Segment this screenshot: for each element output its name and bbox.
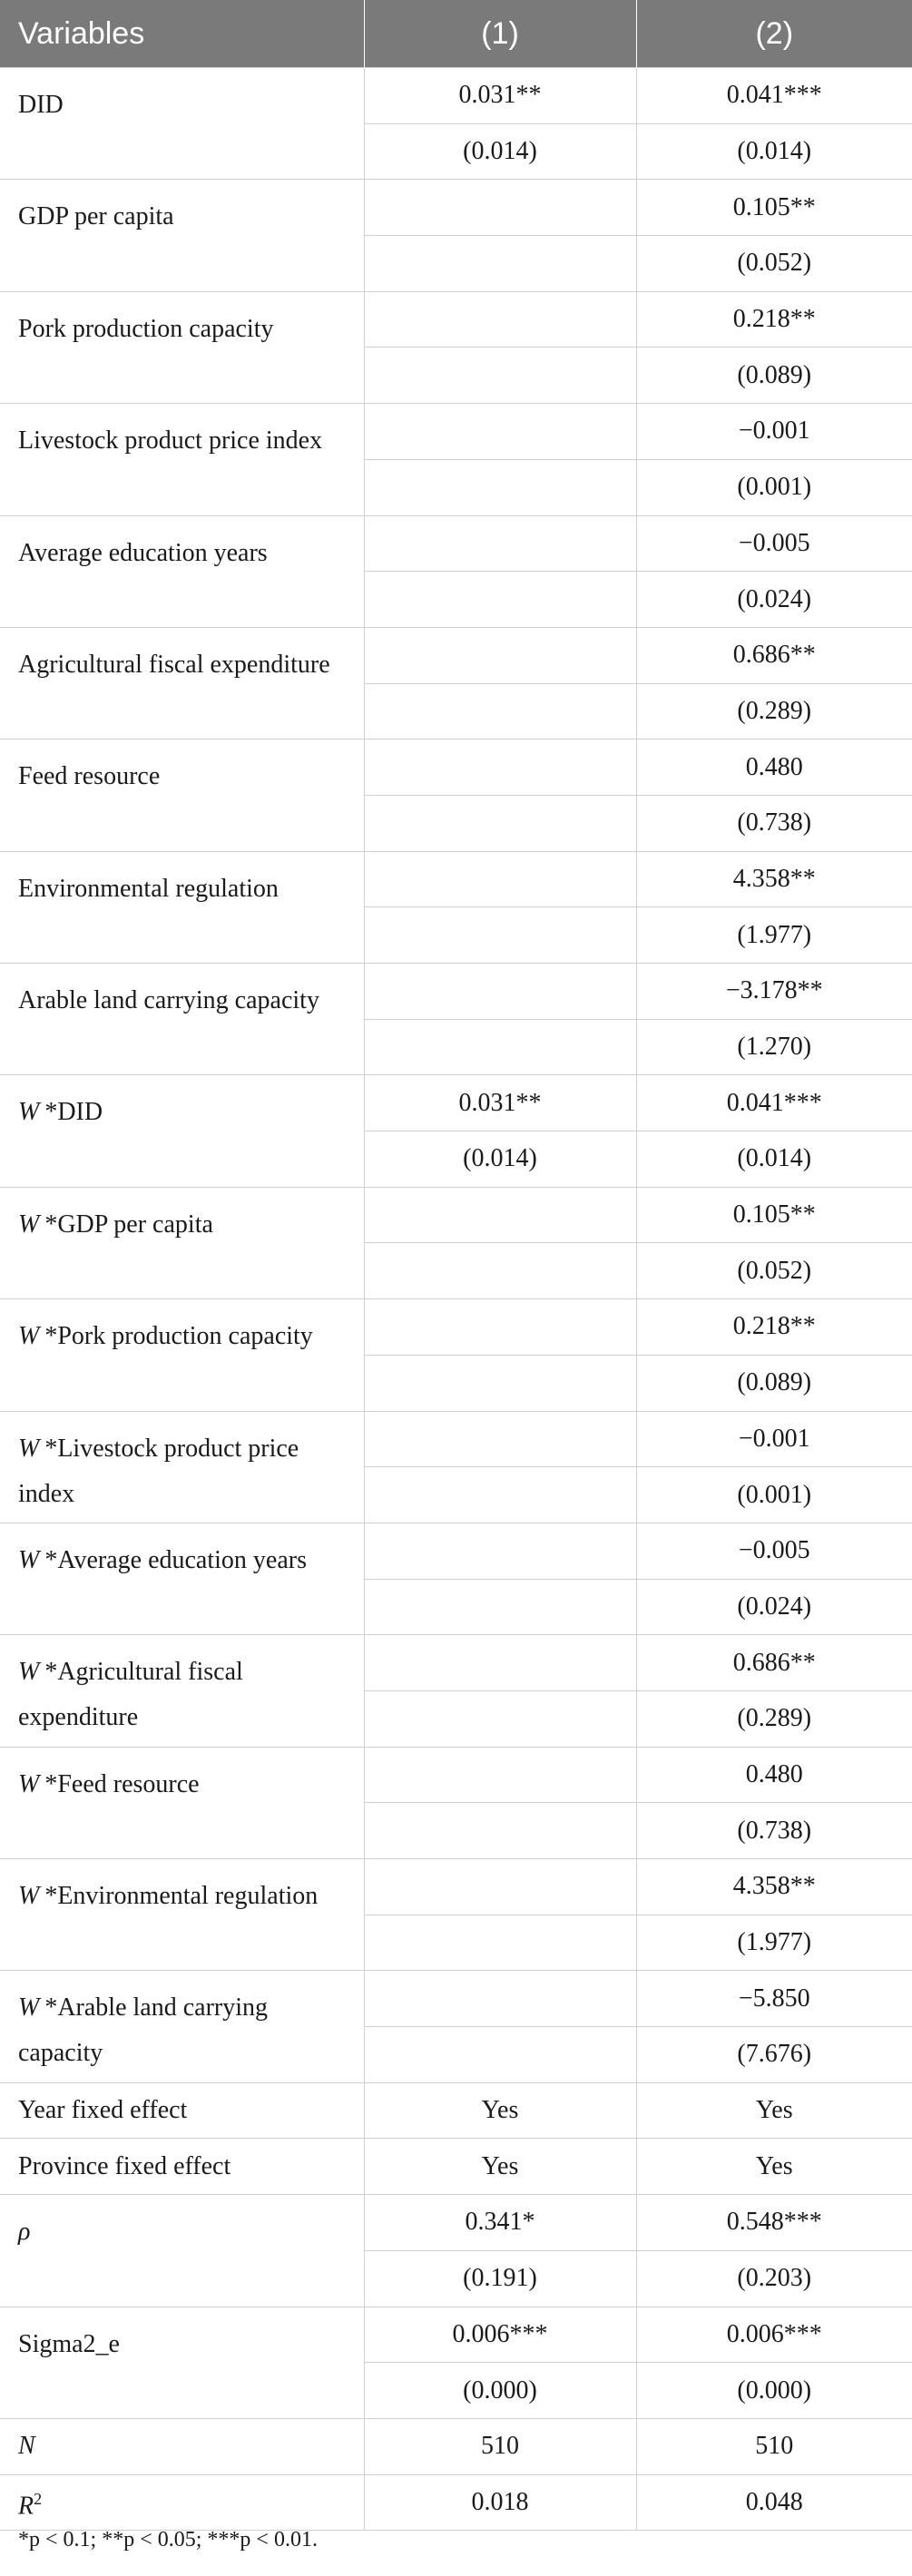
row-label — [0, 404, 364, 515]
coef-model-1 — [364, 739, 636, 796]
row-label — [0, 739, 364, 851]
table-row — [0, 1075, 912, 1131]
coef-model-1 — [364, 291, 636, 348]
coef-model-2: −0.005 — [636, 515, 912, 572]
se-model-1 — [364, 1915, 636, 1971]
coef-model-2: 510 — [636, 2418, 912, 2474]
table-row — [0, 851, 912, 907]
se-model-2: (0.024) — [636, 1579, 912, 1635]
coef-model-1 — [364, 1411, 636, 1467]
coef-model-2: −0.001 — [636, 404, 912, 460]
table-header — [0, 0, 912, 68]
row-label — [0, 851, 364, 963]
se-model-1 — [364, 907, 636, 964]
se-model-2: (1.977) — [636, 1915, 912, 1971]
se-model-1 — [364, 1355, 636, 1411]
se-model-2: (0.738) — [636, 1803, 912, 1859]
row-label: Sigma2_e — [0, 2307, 364, 2418]
row-label: Year fixed effect — [0, 2082, 364, 2139]
variable-name: *Average education years — [44, 1545, 307, 1574]
variable-name: *Pork production capacity — [44, 1322, 313, 1351]
table-row — [0, 68, 912, 124]
variable-name: Arable land carrying capacity — [18, 986, 319, 1014]
table-row-province-fe — [0, 2139, 912, 2195]
se-model-2: (0.000) — [636, 2363, 912, 2419]
spatial-weight-symbol: W — [18, 1882, 40, 1910]
se-model-1 — [364, 795, 636, 851]
table-row — [0, 964, 912, 1020]
coef-model-1: 0.031** — [364, 1075, 636, 1131]
se-model-1 — [364, 459, 636, 515]
table-row — [0, 1187, 912, 1243]
coef-model-2: 0.041*** — [636, 1075, 912, 1131]
coef-model-1 — [364, 1523, 636, 1579]
coef-model-1 — [364, 1635, 636, 1691]
table-row-n — [0, 2418, 912, 2474]
se-model-2: (1.270) — [636, 1019, 912, 1075]
coef-model-1: 510 — [364, 2418, 636, 2474]
row-label — [0, 1747, 364, 1858]
se-model-1 — [364, 1019, 636, 1075]
table-row — [0, 180, 912, 236]
se-model-2: (0.052) — [636, 236, 912, 292]
se-model-2: (0.089) — [636, 1355, 912, 1411]
se-model-2: (7.676) — [636, 2027, 912, 2083]
coef-model-2: −0.001 — [636, 1411, 912, 1467]
coef-model-1 — [364, 1299, 636, 1356]
spatial-weight-symbol: W — [18, 1098, 40, 1127]
se-model-1 — [364, 2027, 636, 2083]
coef-model-1: 0.018 — [364, 2474, 636, 2531]
coef-model-2: −0.005 — [636, 1523, 912, 1579]
spatial-weight-symbol: W — [18, 1434, 40, 1463]
r-symbol: R — [18, 2492, 34, 2521]
variable-name: Pork production capacity — [18, 314, 274, 343]
coef-model-1: Yes — [364, 2082, 636, 2139]
row-label — [0, 1859, 364, 1971]
se-model-1 — [364, 1243, 636, 1299]
se-model-1: (0.014) — [364, 1131, 636, 1188]
table-row — [0, 1859, 912, 1915]
variable-name: *Livestock product price index — [18, 1434, 299, 1508]
coef-model-2: 0.686** — [636, 627, 912, 683]
variable-name: Average education years — [18, 538, 268, 567]
coef-model-1 — [364, 851, 636, 907]
header-variables: Variables — [0, 0, 364, 68]
variable-name: *GDP per capita — [44, 1210, 213, 1239]
row-label — [0, 1411, 364, 1523]
se-model-1 — [364, 348, 636, 404]
table-row-rho — [0, 2195, 912, 2251]
se-model-2: (0.014) — [636, 1131, 912, 1188]
variable-name: Environmental regulation — [18, 874, 279, 903]
coef-model-2: 4.358** — [636, 1859, 912, 1915]
row-label — [0, 180, 364, 291]
row-label — [0, 1299, 364, 1411]
variable-name: GDP per capita — [18, 202, 174, 231]
se-model-1 — [364, 1579, 636, 1635]
variable-name: Feed resource — [18, 762, 161, 791]
table-row — [0, 404, 912, 460]
se-model-1 — [364, 236, 636, 292]
table-row — [0, 1747, 912, 1803]
table-row — [0, 1299, 912, 1356]
se-model-2: (0.738) — [636, 795, 912, 851]
variable-name: *Environmental regulation — [44, 1882, 319, 1910]
coef-model-2: 4.358** — [636, 851, 912, 907]
row-label — [0, 1971, 364, 2082]
coef-model-1 — [364, 180, 636, 236]
coef-model-2: Yes — [636, 2139, 912, 2195]
se-model-2: (0.001) — [636, 1467, 912, 1523]
se-model-1: (0.000) — [364, 2363, 636, 2419]
se-model-2: (0.001) — [636, 459, 912, 515]
se-model-2: (0.203) — [636, 2250, 912, 2307]
row-label — [0, 1635, 364, 1747]
row-label — [0, 2418, 364, 2474]
header-model-1: (1) — [364, 0, 636, 68]
table-footnote: *p < 0.1; **p < 0.05; ***p < 0.01. — [18, 2528, 318, 2552]
table-row — [0, 515, 912, 572]
variable-name: *DID — [44, 1098, 103, 1127]
table-row — [0, 291, 912, 348]
coef-model-1 — [364, 964, 636, 1020]
row-label — [0, 515, 364, 627]
variable-name: Livestock product price index — [18, 426, 323, 455]
table-row — [0, 739, 912, 796]
row-label — [0, 1187, 364, 1298]
coef-model-1 — [364, 515, 636, 572]
se-model-2: (0.052) — [636, 1243, 912, 1299]
coef-model-2: 0.548*** — [636, 2195, 912, 2251]
se-model-1 — [364, 1467, 636, 1523]
row-label — [0, 1523, 364, 1634]
se-model-1: (0.191) — [364, 2250, 636, 2307]
spatial-weight-symbol: W — [18, 1769, 40, 1798]
coef-model-2: 0.105** — [636, 1187, 912, 1243]
row-label — [0, 1075, 364, 1187]
coef-model-1 — [364, 1187, 636, 1243]
table-row — [0, 1635, 912, 1691]
row-label — [0, 627, 364, 739]
variable-name: *Feed resource — [44, 1769, 200, 1798]
coef-model-2: −3.178** — [636, 964, 912, 1020]
table-row-sigma — [0, 2307, 912, 2363]
se-model-1 — [364, 683, 636, 739]
coef-model-1 — [364, 1859, 636, 1915]
coef-model-1 — [364, 1747, 636, 1803]
rho-symbol: ρ — [18, 2218, 31, 2247]
spatial-weight-symbol: W — [18, 1210, 40, 1239]
coef-model-2: 0.048 — [636, 2474, 912, 2531]
se-model-1 — [364, 1690, 636, 1747]
spatial-weight-symbol: W — [18, 1545, 40, 1574]
coef-model-2: 0.218** — [636, 1299, 912, 1356]
se-model-1: (0.014) — [364, 123, 636, 180]
r-superscript: 2 — [34, 2489, 43, 2508]
se-model-1 — [364, 1803, 636, 1859]
table-row-year-fe — [0, 2082, 912, 2139]
coef-model-2: 0.041*** — [636, 68, 912, 124]
spatial-weight-symbol: W — [18, 1658, 40, 1687]
n-symbol: N — [18, 2432, 35, 2461]
coef-model-2: Yes — [636, 2082, 912, 2139]
spatial-weight-symbol: W — [18, 1993, 40, 2023]
coef-model-2: 0.480 — [636, 739, 912, 796]
row-label — [0, 2474, 364, 2531]
row-label — [0, 2195, 364, 2307]
se-model-2: (0.014) — [636, 123, 912, 180]
se-model-2: (0.089) — [636, 348, 912, 404]
coef-model-2: 0.480 — [636, 1747, 912, 1803]
header-model-2: (2) — [636, 0, 912, 68]
table-row — [0, 1411, 912, 1467]
row-label: Province fixed effect — [0, 2139, 364, 2195]
coef-model-1 — [364, 404, 636, 460]
coef-model-2: −5.850 — [636, 1971, 912, 2027]
table-row — [0, 1523, 912, 1579]
se-model-1 — [364, 572, 636, 628]
row-label — [0, 68, 364, 180]
variable-name: *Arable land carrying capacity — [18, 1993, 268, 2068]
coef-model-1 — [364, 627, 636, 683]
se-model-2: (0.024) — [636, 572, 912, 628]
row-label — [0, 291, 364, 403]
coef-model-1: 0.006*** — [364, 2307, 636, 2363]
spatial-weight-symbol: W — [18, 1322, 40, 1351]
coef-model-1: 0.031** — [364, 68, 636, 124]
coef-model-1 — [364, 1971, 636, 2027]
se-model-2: (0.289) — [636, 1690, 912, 1747]
table-row — [0, 627, 912, 683]
table-row — [0, 1971, 912, 2027]
se-model-2: (1.977) — [636, 907, 912, 964]
coef-model-2: 0.218** — [636, 291, 912, 348]
se-model-2: (0.289) — [636, 683, 912, 739]
variable-name: DID — [18, 91, 64, 119]
variable-name: *Agricultural fiscal expenditure — [18, 1658, 243, 1732]
row-label — [0, 964, 364, 1075]
table-row-r2 — [0, 2474, 912, 2531]
coef-model-1: Yes — [364, 2139, 636, 2195]
coef-model-1: 0.341* — [364, 2195, 636, 2251]
coef-model-2: 0.686** — [636, 1635, 912, 1691]
coef-model-2: 0.006*** — [636, 2307, 912, 2363]
variable-name: Agricultural fiscal expenditure — [18, 650, 330, 679]
coef-model-2: 0.105** — [636, 180, 912, 236]
table-body — [0, 68, 912, 2531]
